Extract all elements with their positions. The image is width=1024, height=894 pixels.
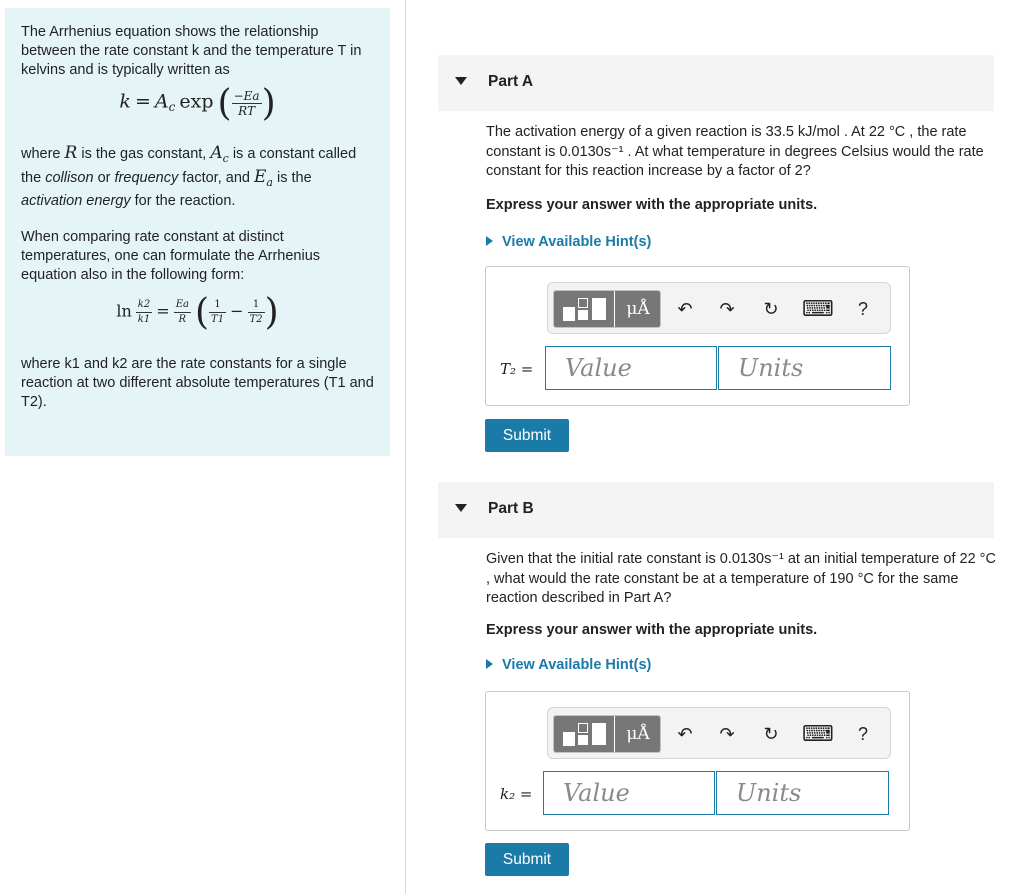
template-icon: [563, 732, 575, 746]
redo-icon[interactable]: ↷: [719, 724, 735, 744]
eq1-fraction: $\frac{-Ea}{RT}$: [233, 89, 260, 118]
units-button[interactable]: μÅ: [615, 291, 661, 327]
collapse-triangle-icon[interactable]: [455, 77, 467, 85]
part-b-instruction: Express your answer with the appropriate units.: [486, 622, 818, 638]
expand-triangle-icon: [486, 236, 493, 246]
part-b-title: Part B: [488, 500, 534, 517]
part-a-header[interactable]: [438, 55, 994, 111]
part-a-instruction: Express your answer with the appropriate units.: [486, 197, 818, 213]
template-button-group: [553, 715, 661, 753]
undo-icon[interactable]: ↶: [677, 724, 693, 744]
reset-icon[interactable]: ↻: [763, 724, 779, 744]
arrhenius-equation: $k = A_c$ exp ( $\frac{-Ea}{RT}$ ): [119, 83, 276, 124]
template-button-group: [553, 290, 661, 328]
math-toolbar: [547, 282, 891, 334]
units-button[interactable]: μÅ: [615, 716, 661, 752]
two-point-equation: ln $\frac{k2}{k1}$ = $\frac{Ea}{R}$ ( $\frac{1}{T1}$ − $\frac{1}{T2}$ ): [116, 291, 279, 333]
intro-paragraph-3: When comparing rate constant at distinct temperatures, one can formulate the Arrhenius equation also in the following form:: [21, 228, 321, 283]
collapse-triangle-icon[interactable]: [455, 504, 467, 512]
part-b-hint-link[interactable]: View Available Hint(s): [486, 657, 651, 673]
part-b-question: Given that the initial rate constant is 0.0130s⁻¹ at an initial temperature of 22 °C , what would the rate constant be at a temperature of 190 °C for the same reaction described in Part A?: [486, 551, 996, 606]
units-input[interactable]: Units: [716, 771, 889, 815]
redo-icon[interactable]: ↷: [719, 299, 735, 319]
part-b-submit-button[interactable]: Submit: [485, 843, 569, 876]
templates-button[interactable]: [554, 291, 614, 327]
keyboard-icon[interactable]: ⌨: [802, 721, 834, 746]
part-b-header[interactable]: [438, 482, 994, 538]
units-input[interactable]: Units: [718, 346, 891, 390]
value-input[interactable]: Value: [543, 771, 715, 815]
intro-paragraph-4: where k1 and k2 are the rate constants for a single reaction at two different absolute temperatures (T1 and T2).: [21, 355, 374, 410]
template-icon: [563, 307, 575, 321]
help-icon[interactable]: ?: [857, 724, 868, 744]
undo-icon[interactable]: ↶: [677, 299, 693, 319]
math-toolbar: [547, 707, 891, 759]
part-a-submit-button[interactable]: Submit: [485, 419, 569, 452]
k2-label: k₂ =: [500, 785, 533, 803]
part-a-hint-link[interactable]: View Available Hint(s): [486, 234, 651, 250]
panel-divider: [405, 0, 406, 894]
help-icon[interactable]: ?: [857, 299, 868, 319]
t2-label: T₂ =: [500, 360, 534, 378]
part-b-answer-box: [485, 691, 910, 831]
value-input[interactable]: Value: [545, 346, 717, 390]
reset-icon[interactable]: ↻: [763, 299, 779, 319]
part-a-question: The activation energy of a given reaction is 33.5 kJ/mol . At 22 °C , the rate constant is 0.0130s⁻¹ . At what temperature in degrees Celsius would the rate constant for this reaction increase by a factor of 2?: [486, 124, 984, 179]
templates-button[interactable]: [554, 716, 614, 752]
expand-triangle-icon: [486, 659, 493, 669]
part-a-title: Part A: [488, 73, 534, 90]
intro-paragraph-1: The Arrhenius equation shows the relationship between the rate constant k and the temperature T in kelvins and is typically written as: [21, 24, 362, 78]
intro-paragraph-2: where R is the gas constant, $A_c$ is a constant called the collison or frequency factor, and $E_a$ is the activation energy for the reaction.: [21, 143, 357, 209]
part-a-answer-box: [485, 266, 910, 406]
intro-panel: [5, 8, 390, 456]
keyboard-icon[interactable]: ⌨: [802, 296, 834, 321]
